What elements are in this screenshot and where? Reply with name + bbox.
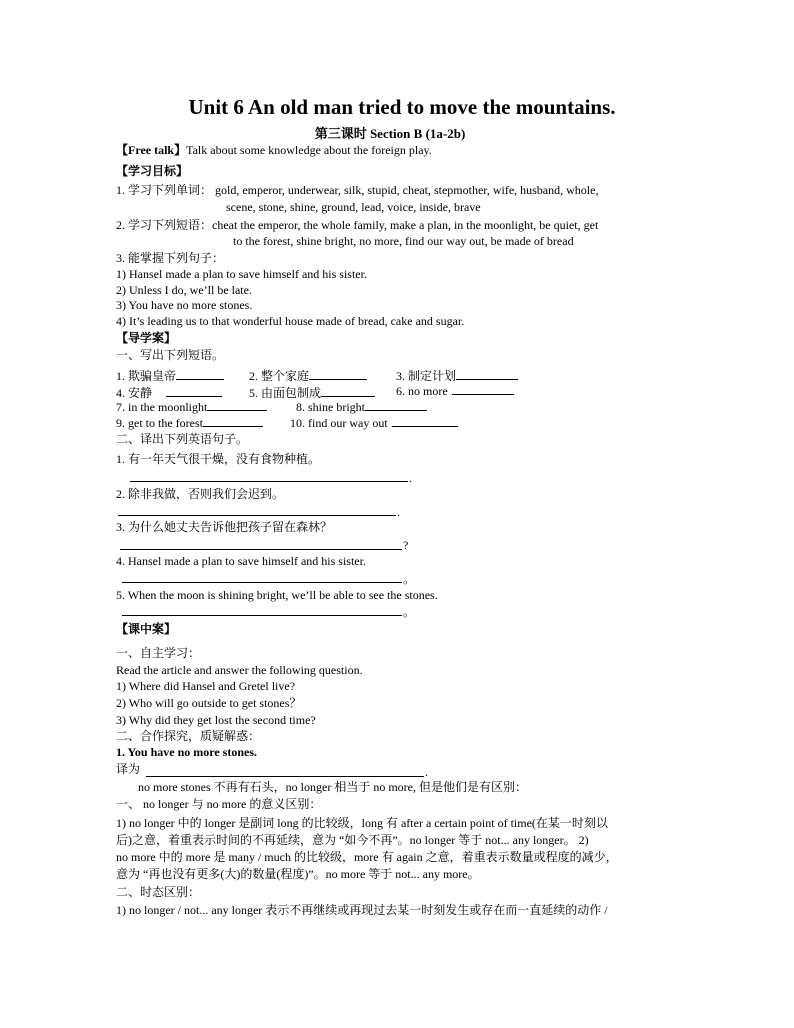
answer-line[interactable] <box>120 548 402 550</box>
phrase-item: 8. shine bright <box>296 400 427 415</box>
phrase-item: 4. 安静 <box>116 384 222 401</box>
page-subtitle: 第三课时 Section B (1a-2b) <box>314 126 466 141</box>
answer-blank[interactable] <box>392 416 458 427</box>
translation-question: 1. 有一年天气很干燥，没有食物种植。 <box>116 452 321 466</box>
tense-text: 1) no longer / not... any longer 表示不再继续或再现过去某一时刻发生或存在而一直延续的动作 / <box>116 903 608 917</box>
translation-question: 4. Hansel made a plan to save himself and his sister. <box>116 554 366 568</box>
reading-question: 2) Who will go outside to get stones？ <box>116 696 302 710</box>
guide-part1-heading: 一、写出下列短语。 <box>116 348 225 362</box>
difference-text: no more 中的 more 是 many / much 的比较级，more 有 again 之意，着重表示数量或程度的减少， <box>116 850 618 864</box>
phrase-item: 10. find our way out <box>290 416 458 431</box>
answer-line[interactable] <box>118 514 396 516</box>
end-full-stop: 。 <box>403 605 416 619</box>
end-question-mark: ? <box>403 538 409 552</box>
difference-text: 意为 “再也没有更多(大)的数量(程度)”。no more 等于 not... any more。 <box>116 867 480 881</box>
target-sentence: 2) Unless I do, we’ll be late. <box>116 283 252 297</box>
objective-phrases: 2. 学习下列短语：cheat the emperor, the whole family, make a plan, in the moonlight, be quiet, get <box>116 218 599 232</box>
answer-blank[interactable] <box>452 384 514 395</box>
answer-blank[interactable] <box>166 386 222 397</box>
answer-blank[interactable] <box>309 369 367 380</box>
free-talk-text: Talk about some knowledge about the foreign play. <box>186 143 432 157</box>
objective-phrases-cont: to the forest, shine bright, no more, find our way out, be made of bread <box>233 234 574 248</box>
explore-heading: 二、合作探究，质疑解惑： <box>116 729 261 743</box>
guide-heading: 【导学案】 <box>116 331 177 345</box>
grammar-note: no more stones 不再有石头，no longer 相当于 no more, 但是他们是有区别： <box>138 780 527 794</box>
reading-question: 3) Why did they get lost the second time? <box>116 713 316 727</box>
phrase-item: 6. no more <box>396 384 514 399</box>
answer-blank[interactable] <box>176 369 224 380</box>
target-sentence: 4) It’s leading us to that wonderful house made of bread, cake and sugar. <box>116 314 465 328</box>
objective-words-cont: scene, stone, shine, ground, lead, voice, inside, brave <box>226 200 481 214</box>
difference-heading: 一、 no longer 与 no more 的意义区别： <box>116 797 322 811</box>
end-full-stop: 。 <box>403 572 416 586</box>
answer-line[interactable] <box>122 614 402 616</box>
reading-question: 1) Where did Hansel and Gretel live? <box>116 679 296 693</box>
answer-blank[interactable] <box>207 400 267 411</box>
answer-blank[interactable] <box>365 400 427 411</box>
end-period: . <box>409 471 412 485</box>
answer-line[interactable] <box>130 480 408 482</box>
answer-line[interactable] <box>122 581 402 583</box>
class-heading: 【课中案】 <box>116 622 177 636</box>
key-point: 1. You have no more stones. <box>116 745 258 759</box>
objective-sentences-label: 3. 能掌握下列句子： <box>116 251 225 265</box>
self-study-heading: 一、自主学习： <box>116 646 201 660</box>
phrase-item: 5. 由面包制成 <box>249 384 375 401</box>
objective-words: 1. 学习下列单词： gold, emperor, underwear, silk, stupid, cheat, stepmother, wife, husband, whole, <box>116 183 599 197</box>
page-title: Unit 6 An old man tried to move the mountains. <box>188 95 616 119</box>
reading-instruction: Read the article and answer the following question. <box>116 663 363 677</box>
phrase-item: 2. 整个家庭 <box>249 367 367 384</box>
free-talk-line <box>116 143 432 158</box>
phrase-item: 1. 欺骗皇帝 <box>116 367 224 384</box>
difference-text: 1) no longer 中的 longer 是副词 long 的比较级，long 有 after a certain point of time(在某一时刻以 <box>116 816 608 830</box>
free-talk-tag: 【Free talk】 <box>116 143 187 157</box>
guide-part2-heading: 二、译出下列英语句子。 <box>116 432 249 446</box>
end-period: . <box>397 505 400 519</box>
difference-text: 后)之意，着重表示时间的不再延续，意为 “如今不再”。no longer 等于 not... any longer。 2) <box>116 833 589 847</box>
target-sentence: 3) You have no more stones. <box>116 298 253 312</box>
target-sentence: 1) Hansel made a plan to save himself and his sister. <box>116 267 367 281</box>
answer-blank[interactable] <box>321 386 375 397</box>
answer-blank[interactable] <box>203 416 263 427</box>
answer-line[interactable] <box>146 775 424 777</box>
translation-question: 2. 除非我做，否则我们会迟到。 <box>116 487 285 501</box>
phrase-item: 7. in the moonlight <box>116 400 267 415</box>
translate-label: 译为 <box>116 762 141 776</box>
phrase-item: 9. get to the forest <box>116 416 263 431</box>
translation-question: 5. When the moon is shining bright, we’ll be able to see the stones. <box>116 588 438 602</box>
answer-blank[interactable] <box>456 369 518 380</box>
phrase-item: 3. 制定计划 <box>396 367 518 384</box>
translation-question: 3. 为什么她丈夫告诉他把孩子留在森林？ <box>116 520 333 534</box>
end-period: . <box>425 765 428 779</box>
tense-heading: 二、时态区别： <box>116 885 201 899</box>
objectives-heading: 【学习目标】 <box>116 164 189 178</box>
